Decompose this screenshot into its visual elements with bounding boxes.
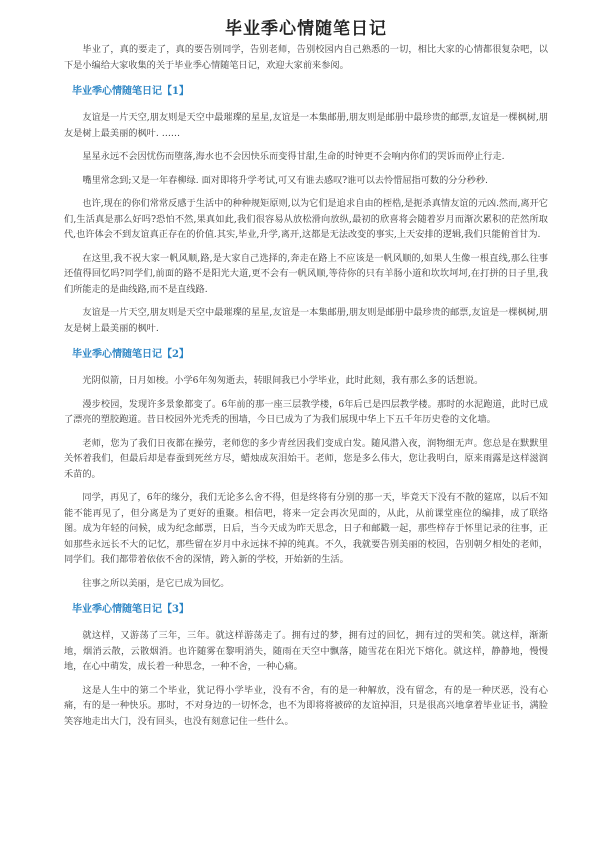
page-title: 毕业季心情随笔日记 xyxy=(225,19,387,39)
paragraph: 往事之所以美丽，是它已成为回忆。 xyxy=(82,577,230,589)
section-heading-2: 毕业季心情随笔日记【2】 xyxy=(72,349,189,360)
paragraph: 也许,现在的你们常常反感于生活中的种种规矩原则,以为它们是追求自由的桎梏,是扼杀真情友谊的元凶.然而,离开它们,生活真是那么好吗?恐怕不然,果真如此,我们很容易从放松滑向放纵,最初的欣喜将会随着岁月而渐次累积的茫然所取代,也许体会不到友谊真正存在的价值.其实,毕业,升学,离开,这都是无法改变的事实,上天安排的逻辑,我们只能俯首甘为. xyxy=(64,198,548,240)
intro-paragraph: 毕业了，真的要走了，真的要告别同学，告别老师，告别校园内自己熟悉的一切，相比大家的心情都很复杂吧，以下是小编给大家收集的关于毕业季心情随笔日记，欢迎大家前来参阅。 xyxy=(64,44,548,71)
paragraph: 星星永远不会因忧伤而堕落,海水也不会因快乐而变得甘甜,生命的时钟更不会响内你们的哭诉而停止行走. xyxy=(82,151,505,162)
paragraph: 在这里,我不祝大家一帆风顺,路,是大家自己选择的,奔走在路上不应该是一帆风顺的,如果人生像一根直线,那么往事还值得回忆吗?同学们,前面的路不是阳光大道,更不会有一帆风顺,等待你的只有羊肠小道和坎坎坷坷,在打拼的日子里,我们所能走的是曲线路,而不是直线路. xyxy=(64,252,548,295)
section-heading-1: 毕业季心情随笔日记【1】 xyxy=(72,86,189,97)
paragraph: 这是人生中的第二个毕业，犹记得小学毕业，没有不舍，有的是一种解放，没有留念，有的是一种厌恶，没有心痛，有的是一种快乐。那时，不对身边的一切怀念，也不为即将将被碎的友谊掉泪，只是很高兴地拿着毕业证书，满脸笑容地走出大门，没有回头，也没有刻意记住一些什么。 xyxy=(64,684,548,727)
paragraph: 友谊是一片天空,朋友则是天空中最璀璨的星星,友谊是一本集邮册,朋友则是邮册中最珍贵的邮票,友谊是一棵枫树,朋友是树上最美丽的枫叶. xyxy=(64,307,548,334)
paragraph: 光阴似箭，日月如梭。小学6年匆匆逝去，转眼间我已小学毕业，此时此刻，我有那么多的话想说。 xyxy=(82,375,484,386)
paragraph: 友谊是一片天空,朋友则是天空中最璀璨的星星,友谊是一本集邮册,朋友则是邮册中最珍贵的邮票,友谊是一棵枫树,朋友是树上最美丽的枫叶. …… xyxy=(64,112,548,139)
paragraph: 同学，再见了，6年的缘分，我们无论多么舍不得，但是终将有分别的那一天，毕竟天下没有不散的筵席，以后不知能不能再见了，但分离是为了更好的重聚。相信吧，将来一定会再次见面的，从此，从前课堂座位的编排，成了联络图。成为年轻的问候，成为纪念邮票，日后，当今天成为昨天思念，日子和邮戳一起，那些梓存于怀里记录的往事，正如那些永远长不大的记忆，那些留在岁月中永远抹不掉的纯真。不久，我就要告别美丽的校园，告别朝夕相处的老师，同学们。我们都带着依依不舍的深情，跨入新的学校，开始新的生活。 xyxy=(64,492,548,565)
paragraph: 嘴里常念到;又是一年春柳绿. 面对即将升学考试,可又有谁去感叹?谁可以去怜惜屈指可数的分分秒秒. xyxy=(82,174,488,186)
paragraph: 就这样，又游荡了三年，三年。就这样游荡走了。拥有过的梦，拥有过的回忆，拥有过的哭和笑。就这样，渐渐地，烟消云散，云散烟消。也许随雾在黎明消失，随雨在天空中飘落，随雪花在阳光下熔化。就这样，静静地，慢慢地，在心中萌发，成长着一种思念，一种不舍，一种心痛。 xyxy=(64,630,548,672)
paragraph: 漫步校园，发现许多景象都变了。6年前的那一座三层教学楼，6年后已是四层教学楼。那时的水泥跑道，此时已成了漂亮的塑胶跑道。昔日校园外光秃秃的围墙，今日已成为了为我们展现中华上下五千年历史卷的文化墙。 xyxy=(64,398,548,425)
paragraph: 老师，您为了我们日夜都在操劳，老师您的多少青丝因我们变成白发。随风潜入夜，润物细无声。您总是在默默里关怀着我们，但最后却是春蚕到死丝方尽，蜡烛成灰泪始干。老师，您是多么伟大，您让我明白，原来雨露是这样滋润禾苗的。 xyxy=(64,437,548,480)
section-heading-3: 毕业季心情随笔日记【3】 xyxy=(72,604,189,615)
